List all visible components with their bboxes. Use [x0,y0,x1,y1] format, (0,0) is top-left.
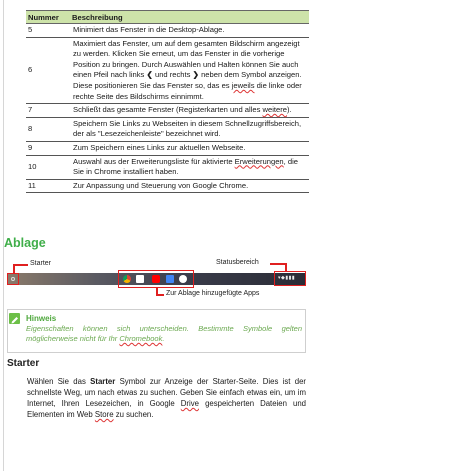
note-text: Eigenschaften können sich unterscheiden. Bestimmte Symbole gelten möglicherweise nicht für Ihr Chromebook. [26,324,302,343]
status-callout-v [285,263,287,271]
table-header-row [26,11,309,24]
row-description: Schließt das gesamte Fenster (Registerkarten und alles weitere). [70,104,309,118]
description-table [26,10,309,193]
ablage-heading: Ablage [4,236,46,250]
arrow-right-icon: ❯ [192,70,199,80]
row-number: 6 [26,37,70,104]
row-number: 5 [26,24,70,38]
apps-callout-h [156,294,164,296]
status-area-label: Statusbereich [216,259,259,266]
starter-paragraph: Wählen Sie das Starter Symbol zur Anzeige der Starter-Seite. Dies ist der schnellste Weg, um nach etwas zu suchen. Geben Sie einfach etwas ein, um im Internet, Ihren Lesezeichen, in Google Drive gespeicherten Dateien und Elementen im Web Store zu suchen. [27,377,307,419]
row-number: 8 [26,117,70,141]
table-row [26,179,309,193]
starter-label: Starter [30,260,52,267]
table-row [26,104,309,118]
status-callout-h [270,263,286,265]
row-number: 9 [26,141,70,155]
table-row [26,117,309,141]
starter-highlight-box [7,273,19,285]
note-title: Hinweis [26,314,57,323]
pencil-note-icon [9,313,20,324]
row-description: Speichern Sie Links zu Webseiten in diesem Schnellzugriffsbereich, der als "Lesezeichenleiste" bezeichnet wird. [70,117,309,141]
status-highlight-box [274,271,306,286]
starter-callout-v [13,264,15,273]
header-number: Nummer [26,11,70,24]
apps-highlight-box [118,270,194,288]
row-description: Maximiert das Fenster, um auf dem gesamten Bildschirm angezeigt zu werden. Klicken Sie erneut, um das Fenster in die vorherige Position zu bringen. Durch Auswählen und Halten können Sie auch einen Pfeil nach links ❮ und rechts ❯ neben dem Symbol anzeigen. Diese positionieren Sie das Fenster so, das es jeweils die linke oder rechte Seite des Bildschirms einnimmt. [70,37,309,104]
row-number: 10 [26,155,70,179]
table-row [26,141,309,155]
starter-callout-h [13,264,28,266]
row-number: 11 [26,179,70,193]
header-description: Beschreibung [70,11,309,24]
table-row [26,155,309,179]
row-description: Zur Anpassung und Steuerung von Google Chrome. [70,179,309,193]
starter-heading: Starter [7,358,40,369]
row-description: Zum Speichern eines Links zur aktuellen Webseite. [70,141,309,155]
row-number: 7 [26,104,70,118]
table-row [26,24,309,38]
status-tray-icons[interactable]: ▾◆▮▮▮ [278,275,296,281]
row-description: Auswahl aus der Erweiterungsliste für aktivierte Erweiterungen, die Sie in Chrome installiert haben. [70,155,309,179]
arrow-left-icon: ❮ [146,70,153,80]
table-row [26,37,309,104]
row-description: Minimiert das Fenster in die Desktop-Ablage. [70,24,309,38]
apps-label: Zur Ablage hinzugefügte Apps [166,290,260,297]
